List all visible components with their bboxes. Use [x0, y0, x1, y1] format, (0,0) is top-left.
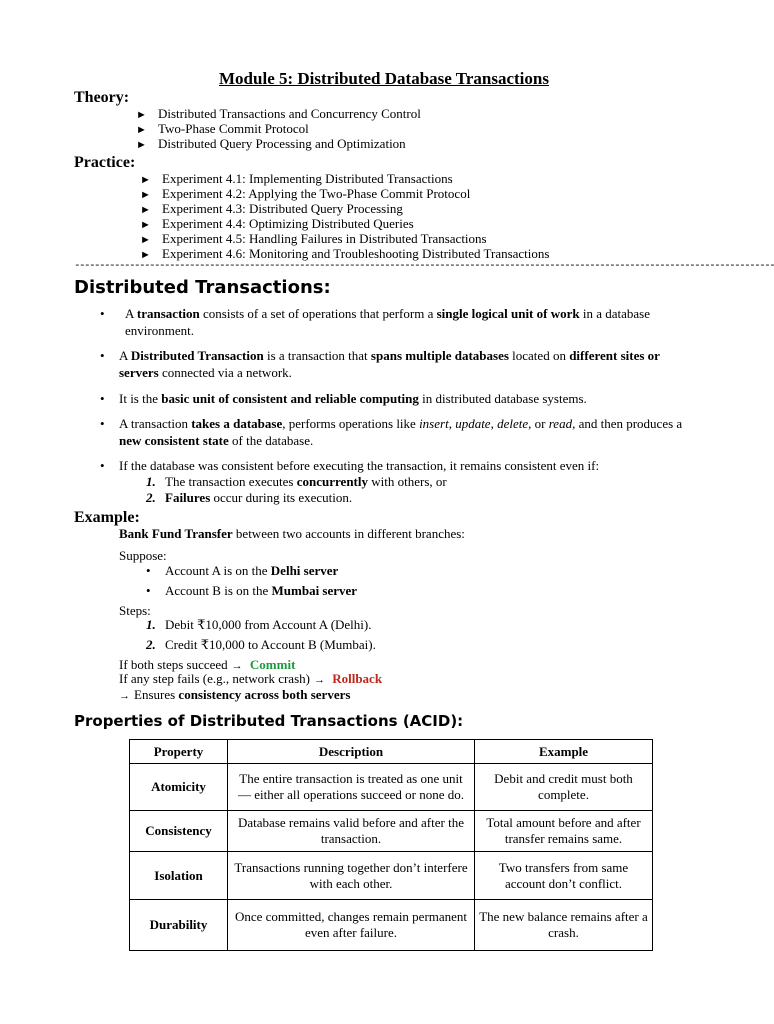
- example-cell: The new balance remains after a crash.: [475, 900, 653, 951]
- property-cell: Atomicity: [130, 764, 228, 811]
- theory-list: [136, 106, 421, 151]
- ensures-line: → Ensures consistency across both servers: [119, 687, 351, 702]
- list-item: ► Distributed Query Processing and Optimization: [136, 136, 421, 151]
- list-item: • Account B is on the Mumbai server: [146, 583, 358, 598]
- list-item: ► Distributed Transactions and Concurrency Control: [136, 106, 421, 121]
- commit-line: If both steps succeed → Commit: [119, 657, 296, 672]
- acid-heading: Properties of Distributed Transactions (ACID):: [74, 712, 464, 730]
- list-item: ► Two-Phase Commit Protocol: [136, 121, 421, 136]
- list-item: • Account A is on the Delhi server: [146, 563, 339, 578]
- rollback-line: If any step fails (e.g., network crash) → Rollback: [119, 671, 383, 686]
- property-cell: Isolation: [130, 852, 228, 900]
- table-row: [130, 900, 653, 951]
- suppose-label: Suppose:: [119, 548, 167, 563]
- column-header: Property: [130, 740, 228, 764]
- acid-table: [129, 739, 653, 951]
- description-cell: Once committed, changes remain permanent even after failure.: [228, 900, 475, 951]
- theory-heading: Theory:: [74, 89, 130, 106]
- example-cell: Debit and credit must both complete.: [475, 764, 653, 811]
- document-page: Module 5: Distributed Database Transactions Theory: ► Distributed Transactions and Concurrency Control ► Two-Phase Commit Protocol ► Distributed Query Processing and Optimization Practice: ► Experiment 4.1: Implementing Distributed Transactions ► Experiment 4.2: Applying the Two-Phase Commit Protocol ► Experiment 4.3: Distributed Query Processing ► Experiment 4.4: Optimizing Distributed Queries ► Experiment 4.5: Handling Failures in Distributed Transactions ► Experiment 4.6: Monitoring and Troubleshooting Distributed Transactions -------------------------------------------------------------------------------------------------------------------------------------------- Distributed Transactions: • A transaction consists of a set of operations that perform a single logical unit of work in a database environment. • A Distributed Transaction is a transaction that spans multiple databases located on different sites or servers connected via a network. • It is the basic unit of consistent and reliable computing in distributed database systems. • A transaction takes a database, performs operations like insert, update, delete, or read, and then produces a new consistent state of the database. • If the database was consistent before executing the transaction, it remains consistent even if: 1. The transaction executes concurrently with others, or 2. Failures occur during its execution. Example: Bank Fund Transfer between two accounts in different branches: Suppose: • Account A is on the Delhi server • Account B is on the Mumbai server Steps: 1. Debit ₹10,000 from Account A (Delhi). 2. Credit ₹10,000 to Account B (Mumbai). If both steps succeed → Commit If any step fails (e.g., network crash) → Rollback → Ensures consistency across both servers Properties of Distributed Transactions (ACID): Property Description Example Atomicity The entire transaction is treated as one unit — either all operations succeed or none do. Debit and credit must both complete. Consistency Database remains valid before and after the transaction. Total amount before and after transfer remains same. Isolation Transactions running together don’t interfere with each other. Two transfers from same account don’t conflict. Durability Once committed, changes remain permanent even after failure. The new balance remains after a crash.: [0, 0, 768, 1024]
- practice-heading: Practice:: [74, 154, 136, 171]
- numbered-item: 1. Debit ₹10,000 from Account A (Delhi).: [146, 617, 372, 632]
- table-row: [130, 811, 653, 852]
- practice-list: [140, 171, 549, 261]
- description-cell: Transactions running together don’t interfere with each other.: [228, 852, 475, 900]
- distributed-transactions-heading: Distributed Transactions:: [74, 277, 331, 298]
- right-arrow-icon: →: [313, 674, 325, 686]
- right-arrow-icon: →: [119, 690, 130, 702]
- column-header: Example: [475, 740, 653, 764]
- numbered-item: 1. The transaction executes concurrently with others, or: [146, 474, 447, 489]
- list-item: ► Experiment 4.2: Applying the Two-Phase Commit Protocol: [140, 186, 549, 201]
- numbered-item: 2. Credit ₹10,000 to Account B (Mumbai).: [146, 637, 376, 652]
- example-cell: Total amount before and after transfer remains same.: [475, 811, 653, 852]
- list-item: ► Experiment 4.6: Monitoring and Troubleshooting Distributed Transactions: [140, 246, 549, 261]
- commit-label: Commit: [249, 657, 296, 672]
- example-intro: Bank Fund Transfer between two accounts in different branches:: [119, 526, 465, 541]
- list-item: ► Experiment 4.1: Implementing Distributed Transactions: [140, 171, 549, 186]
- page-title: Module 5: Distributed Database Transactions: [219, 69, 549, 88]
- property-cell: Durability: [130, 900, 228, 951]
- right-arrow-icon: →: [231, 660, 243, 672]
- steps-label: Steps:: [119, 603, 151, 618]
- example-heading: Example:: [74, 509, 140, 526]
- property-cell: Consistency: [130, 811, 228, 852]
- table-header-row: [130, 740, 653, 764]
- table-row: [130, 852, 653, 900]
- list-item: ► Experiment 4.4: Optimizing Distributed Queries: [140, 216, 549, 231]
- description-cell: Database remains valid before and after the transaction.: [228, 811, 475, 852]
- column-header: Description: [228, 740, 475, 764]
- dashed-divider: --------------------------------------------------------------------------------------------------------------------------------------------: [74, 260, 774, 272]
- table-row: [130, 764, 653, 811]
- description-cell: The entire transaction is treated as one unit — either all operations succeed or none do.: [228, 764, 475, 811]
- numbered-item: 2. Failures occur during its execution.: [146, 490, 353, 505]
- example-cell: Two transfers from same account don’t conflict.: [475, 852, 653, 900]
- rollback-label: Rollback: [332, 671, 383, 686]
- list-item: ► Experiment 4.3: Distributed Query Processing: [140, 201, 549, 216]
- list-item: ► Experiment 4.5: Handling Failures in Distributed Transactions: [140, 231, 549, 246]
